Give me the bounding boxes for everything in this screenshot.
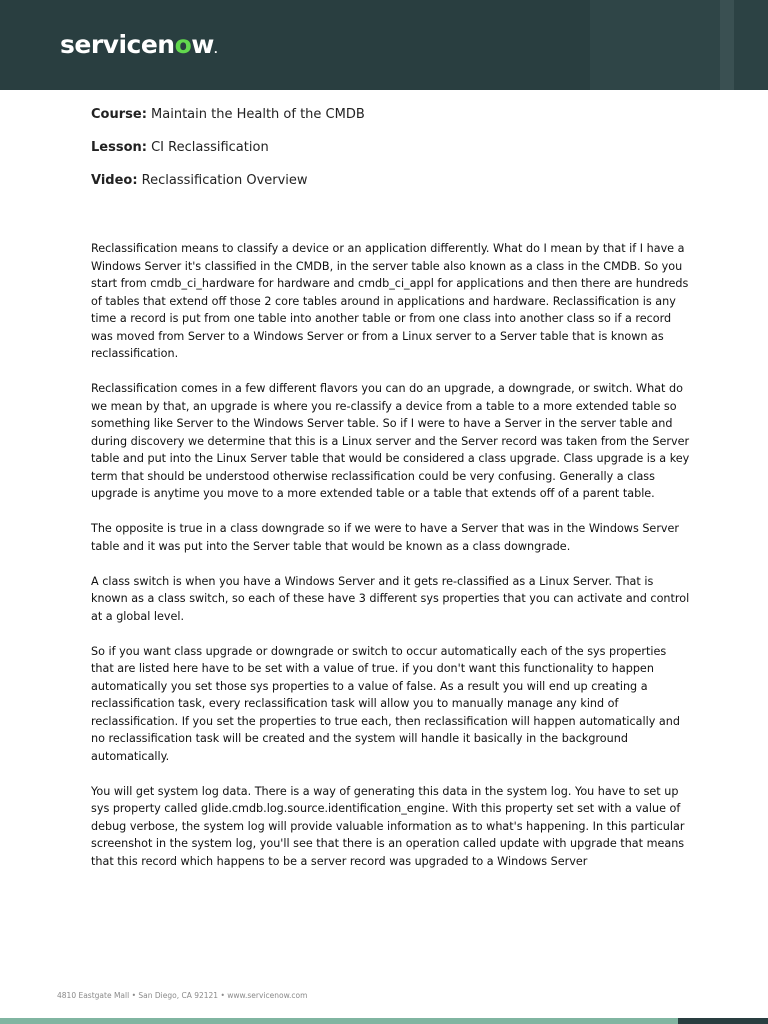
paragraph: So if you want class upgrade or downgrade or switch to occur automatically each of the sys properties that are listed here have to be set with a value of true. if you don't want this functionality to happen automatically you set those sys properties to a value of false. As a result you will end up creating a reclassification task, every reclassification task will allow you to manually manage any kind of reclassification. If you set the properties to true each, then reclassification will happen automatically and no reclassification task will be created and the system will handle it basically in the background automatically. — [91, 644, 680, 763]
paragraph: Reclassification means to classify a device or an application differently. What do I mean by that if I have a Windows Server it's classified in the CMDB, in the server table also known as a class in the CMDB. So you start from cmdb_ci_hardware for hardware and cmdb_ci_appl for applications and then there are hundreds of tables that extend off those 2 core tables around in applications and hardware. Reclassification is any time a record is put from one table into another table or from one class into another class so if a record was moved from Server to a Windows Server or from a Linux server to a Server table that is known as reclassification. — [91, 242, 689, 360]
servicenow-logo — [60, 30, 217, 59]
paragraph: Reclassification comes in a few different flavors you can do an upgrade, a downgrade, or switch. What do we mean by that, an upgrade is where you re-classify a device from a table to a more extended table so something like Server to the Windows Server table. So if I were to have a Server in the server table and during discovery we determine that this is a Linux server and the Server record was taken from the Server table and put into the Linux Server table that would be considered a class upgrade. Class upgrade is a key term that should be understood otherwise reclassification could be very confusing. Generally a class upgrade is anytime you move to a more extended table or a table that extends off of a parent table. — [91, 382, 690, 500]
paragraph: The opposite is true in a class downgrade so if we were to have a Server that was in the Windows Server table and it was put into the Server table that would be known as a class downgrade. — [91, 522, 680, 553]
lesson-line — [91, 139, 365, 172]
lesson-label: Lesson: — [91, 140, 147, 155]
course-line — [91, 106, 365, 139]
footer-bar — [0, 1018, 768, 1024]
footer-address: 4810 Eastgate Mall • San Diego, CA 92121 • www.servicenow.com — [57, 991, 308, 1000]
paragraph: You will get system log data. There is a way of generating this data in the system log. You have to set up sys property called glide.cmdb.log.source.identification_engine. With this property set set with a value of debug verbose, the system log will provide valuable information as to what's happening. In this particular screenshot in the system log, you'll see that there is an operation called update with upgrade that means that this record which happens to be a server record was upgraded to a Windows Server — [91, 784, 685, 868]
video-line — [91, 172, 365, 205]
header-stripe — [590, 0, 720, 90]
footer-bar-accent — [678, 1018, 768, 1024]
paragraph: A class switch is when you have a Windows Server and it gets re-classified as a Linux Server. That is known as a class switch, so each of these have 3 different sys properties that you can activate and control at a global level. — [91, 574, 690, 623]
header-stripe — [734, 0, 768, 90]
lesson-meta — [91, 106, 365, 205]
logo-end: w — [191, 30, 214, 59]
lesson-value: CI Reclassification — [146, 140, 269, 155]
header-stripe — [720, 0, 734, 90]
video-label: Video: — [91, 173, 138, 188]
logo-mark: . — [213, 45, 218, 56]
logo-text: servicen — [60, 30, 175, 59]
course-value: Maintain the Health of the CMDB — [146, 107, 365, 122]
video-value: Reclassification Overview — [137, 173, 308, 188]
document-header — [0, 0, 768, 90]
course-label: Course: — [91, 107, 147, 122]
logo-o: o — [174, 30, 192, 59]
transcript-body — [91, 240, 691, 888]
